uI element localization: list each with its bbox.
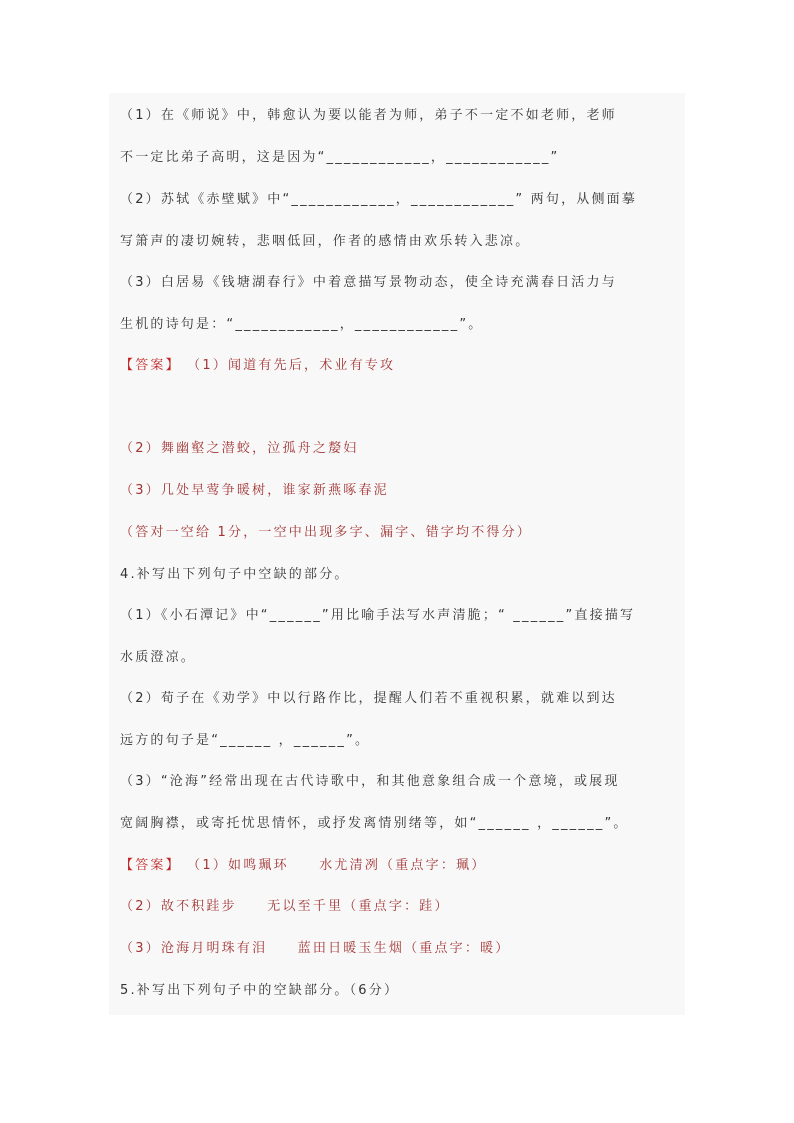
q3-answer-3: （3）几处早莺争暖树，谁家新燕啄春泥 bbox=[120, 483, 389, 498]
answer-tag: 【答案】 bbox=[120, 858, 181, 873]
q4-answer-text-1: （1）如鸣珮环 水尤清冽（重点字：珮） bbox=[187, 858, 487, 873]
q3-line-1: （1）在《师说》中，韩愈认为要以能者为师，弟子不一定不如老师，老师 bbox=[120, 108, 617, 123]
q4-answer-2: （2）故不积跬步 无以至千里（重点字：跬） bbox=[120, 899, 450, 914]
q4-title: 4.补写出下列句子中空缺的部分。 bbox=[120, 567, 350, 582]
q3-line-5: （3）白居易《钱塘湖春行》中着意描写景物动态，使全诗充满春日活力与 bbox=[120, 275, 617, 290]
q4-line-3: （2）荀子在《劝学》中以行路作比，提醒人们若不重视积累，就难以到达 bbox=[120, 691, 617, 706]
q4-line-6: 宽阔胸襟，或寄托忧思情怀，或抒发离情别绪等，如“______ ，______”。 bbox=[120, 816, 629, 831]
q3-line-3: （2）苏轼《赤壁赋》中“____________，____________” 两句，从侧面摹 bbox=[120, 192, 638, 207]
q3-scoring-note: （答对一空给 1分，一空中出现多字、漏字、错字均不得分） bbox=[120, 525, 533, 540]
q4-line-2: 水质澄凉。 bbox=[120, 650, 197, 665]
q3-answer-2: （2）舞幽壑之潜蛟，泣孤舟之嫠妇 bbox=[120, 441, 359, 456]
q4-answer-3: （3）沧海月明珠有泪 蓝田日暖玉生烟（重点字：暖） bbox=[120, 941, 511, 956]
q4-answer-1 bbox=[120, 857, 680, 875]
q3-line-2: 不一定比弟子高明，这是因为“____________，____________” bbox=[120, 150, 560, 165]
q4-line-5: （3）“沧海”经常出现在古代诗歌中，和其他意象组合成一个意境，或展现 bbox=[120, 774, 620, 789]
q3-answer-1 bbox=[120, 357, 680, 375]
q3-answer-text-1: （1）闻道有先后，术业有专攻 bbox=[187, 358, 396, 373]
q4-line-1: （1）《小石潭记》中“______”用比喻手法写水声清脆；“ ______”直接描写 bbox=[120, 608, 636, 623]
q4-line-4: 远方的句子是“______ ，______”。 bbox=[120, 733, 371, 748]
q3-line-4: 写箫声的凄切婉转，悲咽低回，作者的感情由欢乐转入悲凉。 bbox=[120, 234, 531, 249]
answer-tag: 【答案】 bbox=[120, 358, 181, 373]
q3-line-6: 生机的诗句是：“____________，____________”。 bbox=[120, 317, 484, 332]
q5-title: 5.补写出下列句子中的空缺部分。（6分） bbox=[120, 983, 400, 998]
content-panel bbox=[109, 93, 685, 1015]
